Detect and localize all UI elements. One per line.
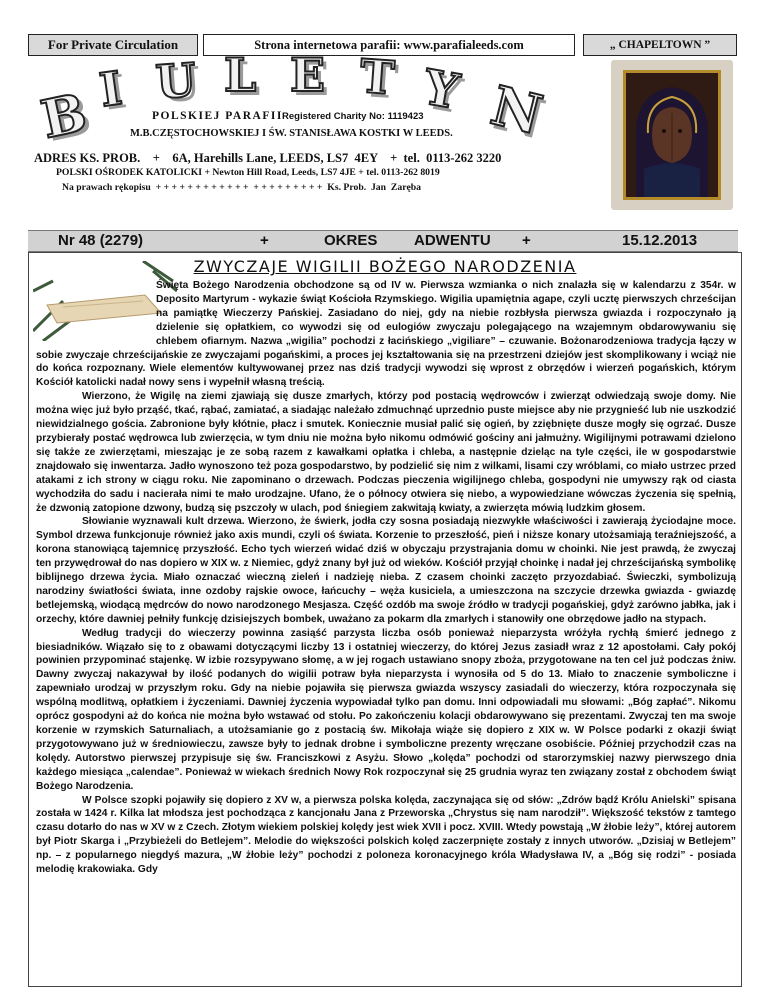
location-label: „ CHAPELTOWN ” <box>583 34 737 56</box>
masthead-letter-y: Y <box>419 59 463 121</box>
parish-name: POLSKIEJ PARAFII <box>152 110 283 122</box>
paragraph-2: Wierzono, że Wigilę na ziemi zjawiają się dusze zmarłych, którzy pod postacią wędrowców i zwierząt odwiedzają swoje domy. Nie można więc już było prząść, tkać, rąbać, zamiatać, a siadając należało zdmuchnąć uprzednio puste miejsce aby nie przygnieść lub nie uszkodzić niewidzialnego gościa. Zabronione były kłótnie, płacz i smutek. Koniecznie musiał palić się ogień, by zziębnięte dusze mogły się ogrzać. Dusze przybierały postać wędrowca lub zwierzęcia, w tym dniu nie można było nikomu odmówić gościny ani jałmużny. Wigilijnymi potrawami dzielono się także ze zwierzętami, mieszając je ze sobą razem z kawałkami opłatka i chleba, a następnie dzieląc na tyle części, ile w gospodarstwie znajdowało się inwentarza. Jadło wynoszono też poza gospodarstwo, by podzielić się nim z wilkami, lisami czy wróblami, co miało ustrzec przed atakami z ich strony w ciągu roku. Nie zapominano o drzewach. Podczas pieczenia wigilijnego chleba, gospodyni nie umywszy rąk od ciasta wychodziła do sadu i nacierała nimi te mało urodzajne. Ufano, że o północy otwiera się niebo, a wypowiedziane wówczas życzenia się spełnią, że dzwonią zatopione dzwony, budzą się pszczoły w ulach, pod śniegiem zakwitają kwiaty, a zwierzęta mówią ludzkim głosem. <box>36 391 736 514</box>
catholic-center: POLSKI OŚRODEK KATOLICKI + Newton Hill Road, Leeds, LS7 4JE + tel. 0113-262 8019 <box>56 167 440 178</box>
paragraph-4: Według tradycji do wieczerzy powinna zasiąść parzysta liczba osób ponieważ nieparzysta wróżyła rychłą śmierć jednego z biesiadników. Wiązało się to z obawami dotyczącymi liczby 13 i ostatniej wieczerzy, do której Jezus zasiadł wraz z 12 apostołami. Cały pokój powinien przypominać stajenkę. W izbie rozsypywano słomę, a w jej rogach ustawiano snopy zboża, przygotowane na ten cel już podczas żniw. Dawny zwyczaj nakazywał by ilość podanych do wigilii potraw była nieparzysta i wynosiła od 5 do 13. Miało to znaczenie symboliczne i zapewniało urodzaj w przyszłym roku. Gdy na niebie pojawiła się pierwsza gwiazda wszyscy zasiadali do wieczerzy, która rozpoczynała się wspólną modlitwą, opłatkiem i życzeniami. Dawniej życzenia wypowiadał tylko pan domu. Inni odpowiadali mu słowami: „Bóg zapłać”. Nikomu oprócz gospodyni aż do końca nie można było wstawać od stołu. Po zakończeniu kolacji obdarowywano się prezentami. Zwyczaj ten ma swoje korzenie w rzymskich Saturnaliach, a utożsamianie go z postacią św. Mikołaja wiąże się dopiero z XIX w. W Polsce podarki z okazji świąt przygotowywano już w średniowieczu, zawsze były to jednak drobne i symboliczne prezenty wręczane osobiście. Później przychodził czas na kolędy. Autorstwo pierwszej przypisuje się św. Franciszkowi z Asyżu. Słowo „kolęda” pochodzi od starorzymskiej nazwy pierwszego dnia każdego miesiąca „calendae”. Ponieważ w wiekach średnich Nowy Rok rozpoczynał się 25 grudnia wyraz ten związany został z obchodem świąt Bożego Narodzenia. <box>36 627 736 792</box>
private-circulation-label: For Private Circulation <box>28 34 198 56</box>
masthead-letter-n: N <box>484 72 549 148</box>
season-name: ADWENTU <box>414 232 491 249</box>
masthead-letter-u: U <box>154 52 198 110</box>
season-word: OKRES <box>324 232 378 249</box>
issue-separator: + <box>260 232 269 249</box>
masthead-letter-l: L <box>224 48 257 102</box>
parish-dedication: M.B.CZĘSTOCHOWSKIEJ I ŚW. STANISŁAWA KOSTKI W LEEDS. <box>130 128 453 139</box>
masthead-letter-e: E <box>290 48 326 102</box>
masthead-letter-i: I <box>96 60 126 118</box>
masthead-letter-b: B <box>36 82 92 151</box>
issue-number: Nr 48 (2279) <box>58 232 144 249</box>
article-frame <box>28 252 742 987</box>
issue-date: 15.12.2013 <box>622 232 698 249</box>
article-title: ZWYCZAJE WIGILII BOŻEGO NARODZENIA <box>193 257 577 276</box>
masthead-letter-t: T <box>358 48 397 106</box>
rights-line: Na prawach rękopisu + + + + + + + + + + + + + + + + + + + + + Ks. Prob. Jan Zaręba <box>62 182 422 193</box>
paragraph-1: Święta Bożego Narodzenia obchodzone są od IV w. Pierwsza wzmianka o nich znalazła się w kalendarzu z 354r. w Deposito Martyrum - wykazie świąt Kościoła Rzymskiego. Wigilia upamiętnia agape, czyli ucztę pierwszych chrześcijan na pamiątkę Wieczerzy Pańskiej. Zasiadano do niej, gdy na niebie rozbłysła pierwsza gwiazda i rozpoczynało ją dzielenie się opłatkiem, co wywodzi się od eulogiów zwyczaju polegającego na wzajemnym obdarowywaniu się chlebem ofiarnym. Nazwa „wigilia” pochodzi z łacińskiego „vigiliare” – czuwanie. Bożonarodzeniowa tradycja łączy w sobie zwyczaje chrześcijańskie ze zwyczajami pogańskimi, a proces jej kształtowania się na przestrzeni dziejów jest skomplikowany i wciąż nie do końca rozpoznany. Wiele elementów kultywowanej przez nas dziś tradycji wywodzi się wprost z obrzędów i wierzeń pogańskich, którym Kościół katolicki nadał nowy sens i wypełnił własną treścią. <box>36 280 736 389</box>
charity-number: Registered Charity No: 1119423 <box>282 111 424 122</box>
issue-bar <box>28 230 738 252</box>
madonna-icon <box>611 60 733 210</box>
priest-address: ADRES KS. PROB. + 6A, Harehills Lane, LEEDS, LS7 4EY + tel. 0113-262 3220 <box>34 151 502 165</box>
issue-separator-2: + <box>522 232 531 249</box>
paragraph-3: Słowianie wyznawali kult drzewa. Wierzono, że świerk, jodła czy sosna posiadają niezwykłe właściwości i zawierają życiodajne moce. Symbol drzewa funkcjonuje również jako axis mundi, czyli oś świata. Korzenie to przeszłość, pień i niższe konary utożsamiają teraźniejszość, a korona stanowiącą tajemnicę przyszłość. Echo tych wierzeń widać dziś w obyczaju przystrajania domu w choinki. Nie jest prawdą, że zwyczaj ten przywędrował do nas dopiero w XIX w. z Niemiec, gdyż znany był już od wieków. Kościół przyjął choinkę i nadał jej chrześcijańską symbolikę biblijnego drzewa życia. Miało oznaczać wieczną zieleń i nadzieję nieba. Z czasem choinki zaczęto przyozdabiać. Świeczki, symbolizują narodziny światłości świata, inne ozdoby rajskie owoce, łańcuchy – węża kusiciela, a umieszczona na szczycie drzewka gwiazda - gwiazdę betlejemską, wiodącą mędrców do nowo narodzonego Mesjasza. Część ozdób ma swoje źródło w tradycji pogańskiej, gdyż zarówno jabłka, jak i orzechy, które dawniej pełniły funkcję dzisiejszych bombek, uważano za pokarm dla zmarłych i stanowiły one obrzędowe jadło na stypach. <box>36 516 736 625</box>
website-label: Strona internetowa parafii: www.parafialeeds.com <box>203 34 575 56</box>
article-body <box>36 279 736 877</box>
paragraph-5: W Polsce szopki pojawiły się dopiero z XV w, a pierwsza polska kolęda, zaczynająca się od słów: „Zdrów bądź Królu Anielski” spisana została w 1424 r. Kilka lat młodsza jest pochodząca z kancjonału Jana z Przeworska „Chrystus się nam narodził”. Większość tekstów z tamtego czasu dotarło do nas w XV w z Czech. Złotym wiekiem polskiej kolędy jest wiek XVII i pocz. XVIII. Wtedy powstają „W żłobie leży”, której autorem był Piotr Skarga i „Przybieżeli do Betlejem”. Melodie do większości polskich kolęd zaczerpnięte zostały z innych utworów. „Dzisiaj w Betlejem” np. – z popularnego niegdyś mazura, „W żłobie leży” pochodzi z poloneza koronacyjnego króla Władysława IV, a „Bóg się rodzi” - posiada melodię krakowiaka. Gdy <box>36 794 736 876</box>
